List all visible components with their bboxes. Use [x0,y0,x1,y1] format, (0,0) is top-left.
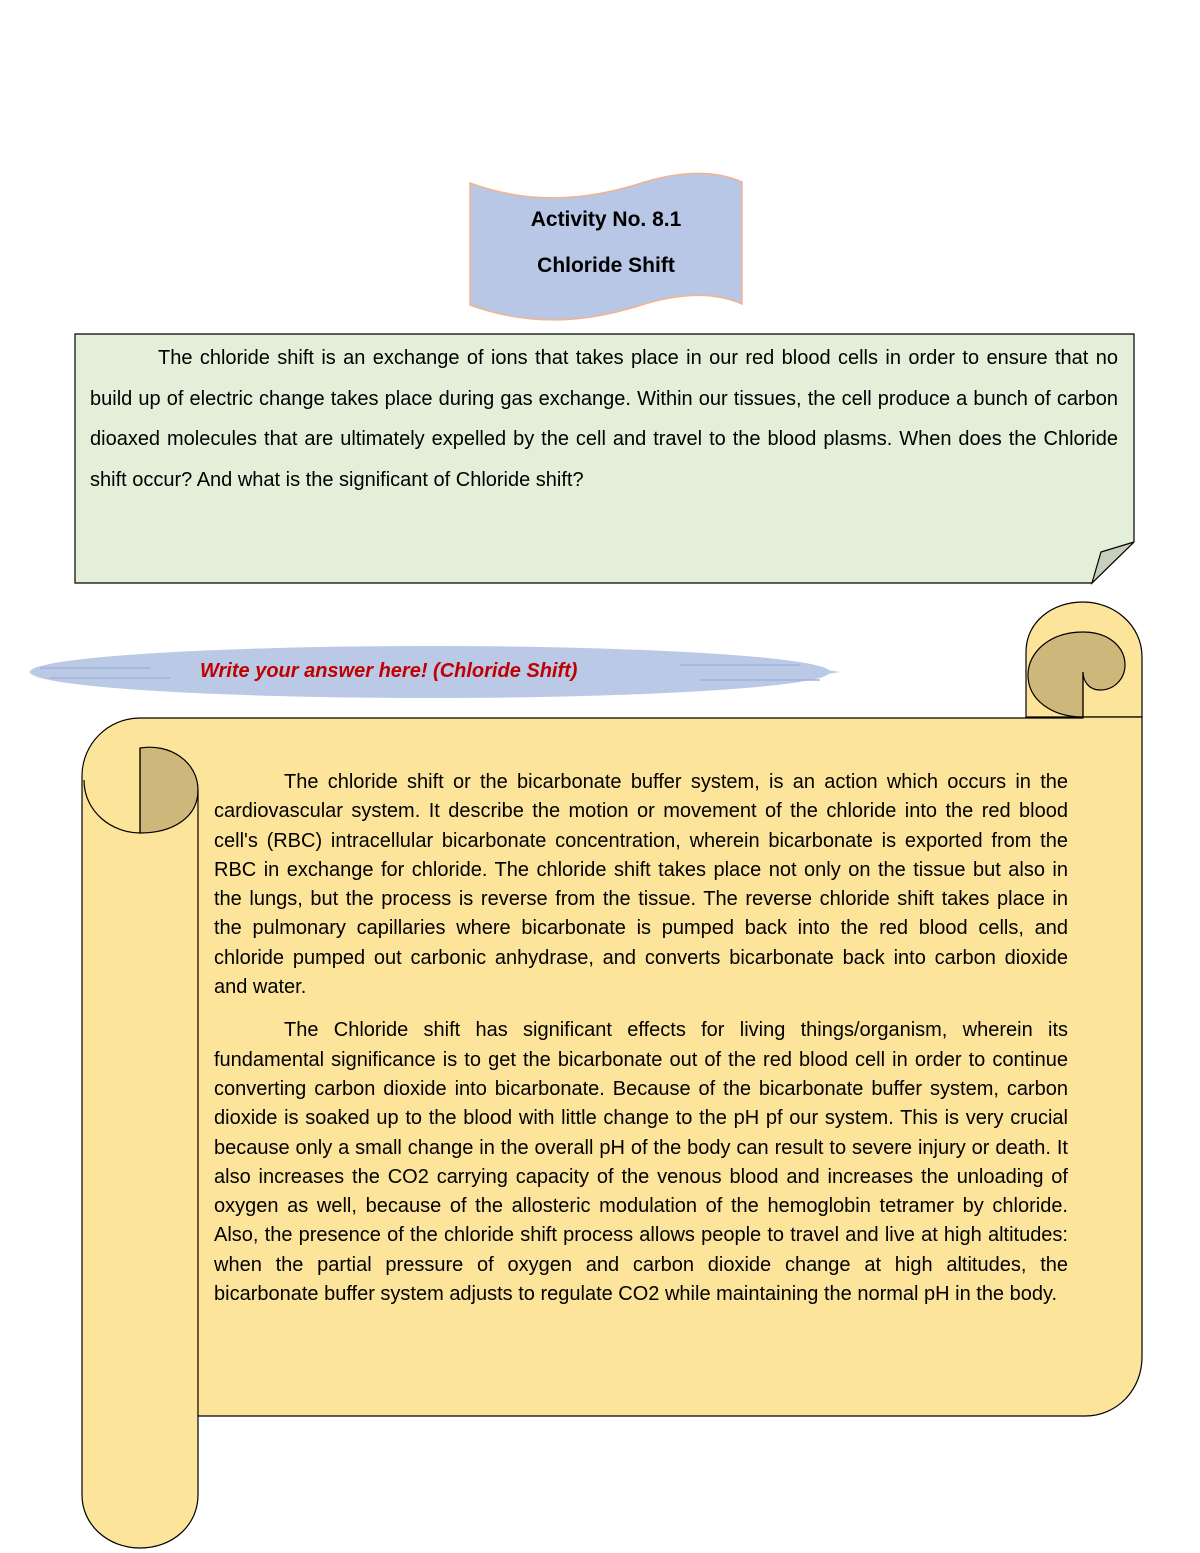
activity-number: Activity No. 8.1 [530,208,682,231]
activity-topic: Chloride Shift [537,254,675,277]
answer-paragraph-1: The chloride shift or the bicarbonate buffer system, is an action which occurs in the cardiovascular system. It describe the motion or movement of the chloride into the red blood cell's (RBC) intracellular bicarbonate concentration, wherein bicarbonate is exported from the RBC in exchange for chloride. The chloride shift takes place not only on the tissue but also in the lungs, but the process is reverse from the tissue. The reverse chloride shift takes place in the pulmonary capillaries where bicarbonate is pumped back into the red blood cells, and chloride pumped out carbonic anhydrase, and converts bicarbonate back into carbon dioxide and water. [214,771,1068,999]
answer-prompt-label: Write your answer here! (Chloride Shift) [200,660,578,682]
activity-banner [470,200,742,278]
answer-paragraph-2: The Chloride shift has significant effects for living things/organism, wherein its fundamental significance is to get the bicarbonate out of the red blood cell in order to continue converting carbon dioxide into bicarbonate. Because of the bicarbonate buffer system, carbon dioxide is soaked up to the blood with little change to the pH pf our system. This is very crucial because only a small change in the overall pH of the body can result to severe injury or death. It also increases the CO2 carrying capacity of the venous blood and increases the unloading of oxygen as well, because of the allosteric modulation of the hemoglobin tetramer by chloride. Also, the presence of the chloride shift process allows people to travel and live at high altitudes: when the partial pressure of oxygen and carbon dioxide change at high altitudes, the bicarbonate buffer system adjusts to regulate CO2 while maintaining the normal pH in the body. [214,1019,1068,1306]
question-text: The chloride shift is an exchange of ions that takes place in our red blood cells in order to ensure that no build up of electric change takes place during gas exchange. Within our tissues, the cell produce a bunch of carbon dioaxed molecules that are ultimately expelled by the cell and travel to the blood plasms. When does the Chloride shift occur? And what is the significant of Chloride shift? [90,347,1118,491]
answer-body [214,768,1068,1323]
